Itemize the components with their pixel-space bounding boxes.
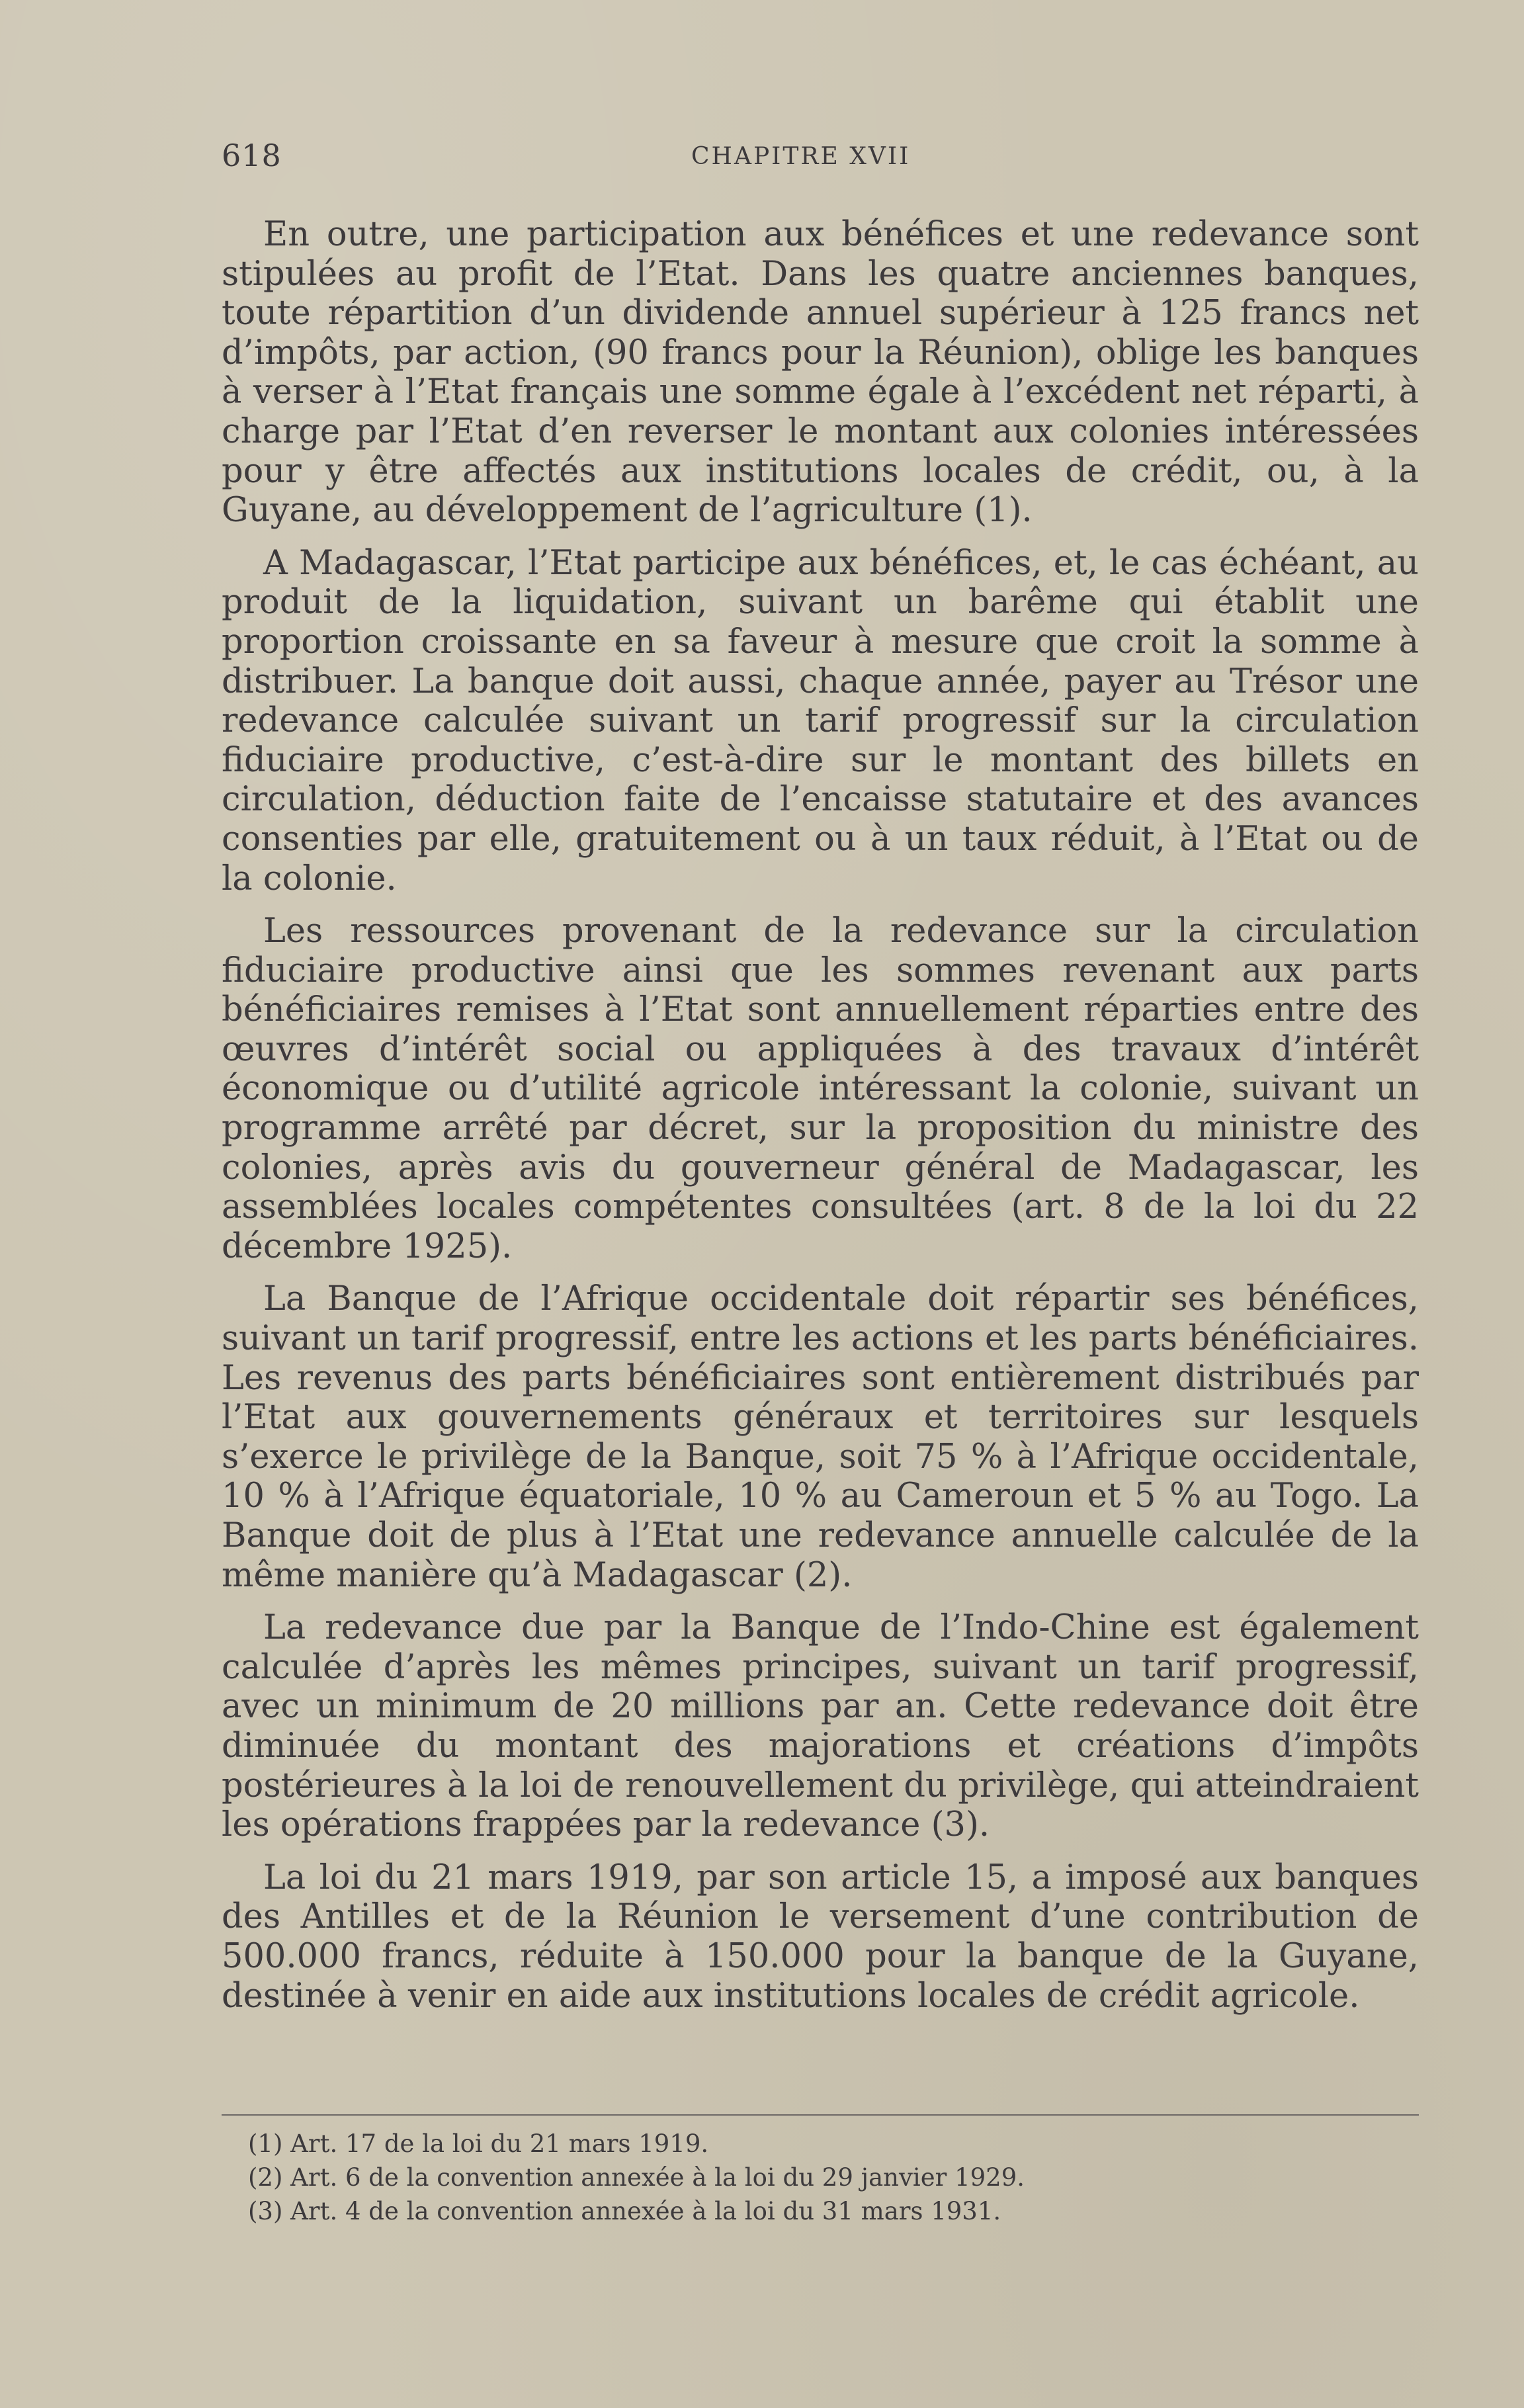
page-header	[222, 138, 1419, 177]
page-number: 618	[222, 138, 282, 173]
paragraph: La redevance due par la Banque de l’Indo-Chine est également calculée d’après les mêmes principes, suivant un tarif progressif, avec un minimum de 20 millions par an. Cette redevance doit être diminuée du montant des majorations et créations d’impôts postérieures à la loi de renouvellement du privilège, qui atteindraient les opérations frappées par la redevance (3).	[222, 1608, 1419, 1845]
paragraph: La Banque de l’Afrique occidentale doit répartir ses bénéfices, suivant un tarif progressif, entre les actions et les parts bénéficiaires. Les revenus des parts bénéficiaires sont entièrement distribués par l’Etat aux gouvernements généraux et territoires sur lesquels s’exerce le privilège de la Banque, soit 75 % à l’Afrique occidentale, 10 % à l’Afrique équatoriale, 10 % au Cameroun et 5 % au Togo. La Banque doit de plus à l’Etat une redevance annuelle calculée de la même manière qu’à Madagascar (2).	[222, 1279, 1419, 1595]
running-head: CHAPITRE XVII	[691, 143, 911, 170]
paragraph: Les ressources provenant de la redevance sur la circulation fiduciaire productive ainsi que les sommes revenant aux parts bénéficiaires remises à l’Etat sont annuellement réparties entre des œuvres d’intérêt social ou appliquées à des travaux d’intérêt économique ou d’utilité agricole intéressant la colonie, suivant un programme arrêté par décret, sur la proposition du ministre des colonies, après avis du gouverneur général de Madagascar, les assemblées locales compétentes consultées (art. 8 de la loi du 22 décembre 1925).	[222, 912, 1419, 1266]
footnotes	[248, 2127, 1419, 2228]
footnote: (1) Art. 17 de la loi du 21 mars 1919.	[248, 2129, 709, 2158]
footnote-divider	[222, 2114, 1419, 2116]
footnote: (3) Art. 4 de la convention annexée à la loi du 31 mars 1931.	[248, 2197, 1001, 2225]
paragraph: En outre, une participation aux bénéfices et une redevance sont stipulées au profit de l’Etat. Dans les quatre anciennes banques, toute répartition d’un dividende annuel supérieur à 125 francs net d’impôts, par action, (90 francs pour la Réunion), oblige les banques à verser à l’Etat français une somme égale à l’excédent net réparti, à charge par l’Etat d’en reverser le montant aux colonies intéressées pour y être affectés aux institutions locales de crédit, ou, à la Guyane, au développement de l’agriculture (1).	[222, 215, 1419, 531]
paragraph: La loi du 21 mars 1919, par son article 15, a imposé aux banques des Antilles et de la Réunion le versement d’une contribution de 500.000 francs, réduite à 150.000 pour la banque de la Guyane, destinée à venir en aide aux institutions locales de crédit agricole.	[222, 1858, 1419, 2016]
paragraph: A Madagascar, l’Etat participe aux bénéfices, et, le cas échéant, au produit de la liquidation, suivant un barême qui établit une proportion croissante en sa faveur à mesure que croit la somme à distribuer. La banque doit aussi, chaque année, payer au Trésor une redevance calculée suivant un tarif progressif sur la circulation fiduciaire productive, c’est-à-dire sur le montant des billets en circulation, déduction faite de l’encaisse statutaire et des avances consenties par elle, gratuitement ou à un taux réduit, à l’Etat ou de la colonie.	[222, 543, 1419, 898]
body-text	[222, 215, 1419, 2029]
footnote: (2) Art. 6 de la convention annexée à la loi du 29 janvier 1929.	[248, 2163, 1025, 2192]
